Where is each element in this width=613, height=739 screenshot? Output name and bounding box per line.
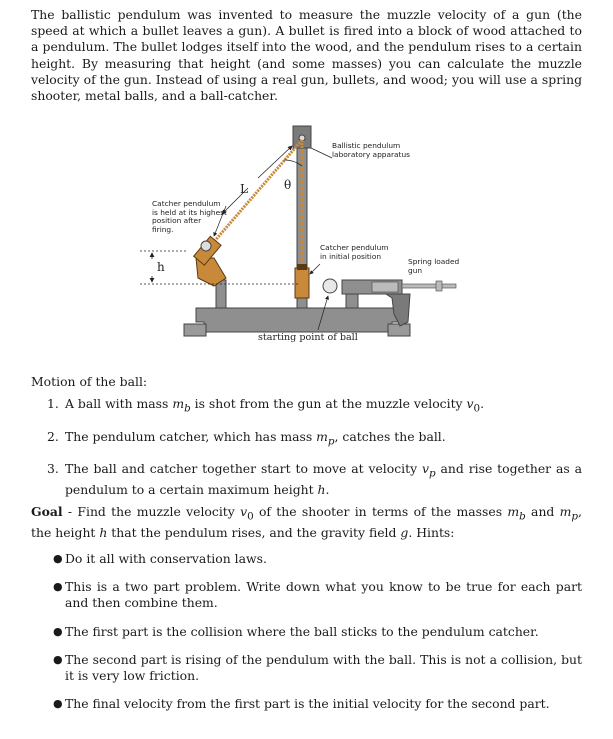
step-text: . <box>480 396 485 411</box>
math-var: m <box>559 504 572 519</box>
intro-paragraph: The ballistic pendulum was invented to measure the muzzle velocity of a gun (the speed at which a bullet leaves a gun). A bullet is fired into a block of wood attached to a pendulum. The bullet lodges itself into the wood, and the pendulum rises to a certain height. By measuring that height (and some masses) you can calculate the muzzle velocity of the gun. Instead of using a real gun, bullets, and wood; you will use a spring shooter, metal balls, and a ball-catcher. <box>31 7 582 104</box>
hints-list <box>31 551 582 724</box>
catcher-initial-pointer <box>310 264 320 274</box>
math-var: v <box>240 504 248 519</box>
gun-rod <box>402 284 456 288</box>
step-number: 2. <box>47 428 59 444</box>
bullet-icon: ● <box>53 697 63 711</box>
step-text: is shot from the gun at the muzzle velocity <box>190 396 467 411</box>
math-sub: p <box>327 435 335 448</box>
catcher-initial <box>295 268 309 298</box>
bullet-icon: ● <box>53 552 63 565</box>
ball-start <box>323 279 337 293</box>
step-text: , catches the ball. <box>334 428 446 444</box>
base-foot-left <box>184 324 206 336</box>
bullet-icon: ● <box>53 652 63 666</box>
math-sub: 0 <box>247 510 254 523</box>
goal-text: of the shooter in terms of the masses <box>253 504 508 519</box>
base-foot-right <box>388 324 410 336</box>
hint-text: This is a two part problem. Write down what you know to be true for each part and then combine them. <box>65 579 582 611</box>
step-number: 3. <box>47 461 59 477</box>
goal-text: that the pendulum rises, and the gravity field <box>107 524 401 540</box>
spring-gun-label: Spring loaded gun <box>408 257 460 275</box>
angle-label: θ <box>284 178 292 192</box>
length-label: L <box>240 182 248 196</box>
hint-item <box>31 624 582 640</box>
bullet-icon: ● <box>53 580 63 594</box>
gun-spring <box>372 282 398 292</box>
step-text: . <box>325 482 330 498</box>
math-var: v <box>422 461 429 477</box>
math-var: h <box>317 482 326 498</box>
math-sub: p <box>429 467 436 480</box>
catcher-high-label: Catcher pendulum is held at its highest position after firing. <box>152 199 227 234</box>
step-text: The pendulum catcher, which has mass <box>65 428 317 444</box>
hint-item <box>31 696 582 712</box>
bullet-icon: ● <box>53 624 63 638</box>
goal-text: - Find the muzzle velocity <box>62 504 241 519</box>
step-number: 1. <box>47 396 59 411</box>
catcher-initial-cap <box>297 264 307 270</box>
math-sub: p <box>571 510 579 523</box>
figure-title: Ballistic pendulum laboratory apparatus <box>332 141 410 159</box>
gun-mount <box>346 294 358 308</box>
motion-step <box>31 429 582 450</box>
math-var: g <box>400 524 409 540</box>
hint-text: Do it all with conservation laws. <box>65 551 267 566</box>
title-pointer <box>311 148 332 158</box>
height-label: h <box>157 260 165 274</box>
goal-label: Goal <box>31 504 63 519</box>
math-sub: 0 <box>473 402 481 415</box>
apparatus-base <box>196 308 402 332</box>
step-text: and rise together as a pendulum to a certain maximum height <box>65 461 582 498</box>
step-text: A ball with mass <box>65 396 173 411</box>
math-var: m <box>316 428 328 444</box>
hint-text: The second part is rising of the pendulum with the ball. This is not a collision, but it is very low friction. <box>65 651 582 684</box>
motion-step <box>31 461 582 498</box>
goal-paragraph <box>31 504 582 541</box>
goal-text: , the height <box>31 504 582 540</box>
hint-item <box>31 579 582 611</box>
hint-text: The first part is the collision where the ball sticks to the pendulum catcher. <box>65 623 539 639</box>
start-point-label: starting point of ball <box>258 332 358 343</box>
math-var: h <box>99 524 108 540</box>
math-sub: b <box>184 402 191 415</box>
step-text: The ball and catcher together start to move at velocity <box>65 461 422 477</box>
math-var: m <box>507 504 520 519</box>
math-var: v <box>466 396 474 411</box>
ballistic-pendulum-figure <box>0 118 613 358</box>
motion-step <box>31 396 582 417</box>
hint-text: The final velocity from the first part is the initial velocity for the second part. <box>65 696 550 712</box>
gun-rod-knob <box>436 281 442 291</box>
catcher-initial-label: Catcher pendulum in initial position <box>320 243 389 261</box>
math-sub: b <box>519 510 526 523</box>
goal-text: . Hints: <box>408 524 455 540</box>
motion-heading: Motion of the ball: <box>31 374 148 389</box>
goal-text: and <box>525 504 560 519</box>
ball-high <box>201 241 211 251</box>
hint-item <box>31 652 582 684</box>
motion-steps <box>31 396 582 510</box>
math-var: m <box>172 396 185 411</box>
hint-item <box>31 551 582 567</box>
apparatus-drawing <box>0 118 613 358</box>
